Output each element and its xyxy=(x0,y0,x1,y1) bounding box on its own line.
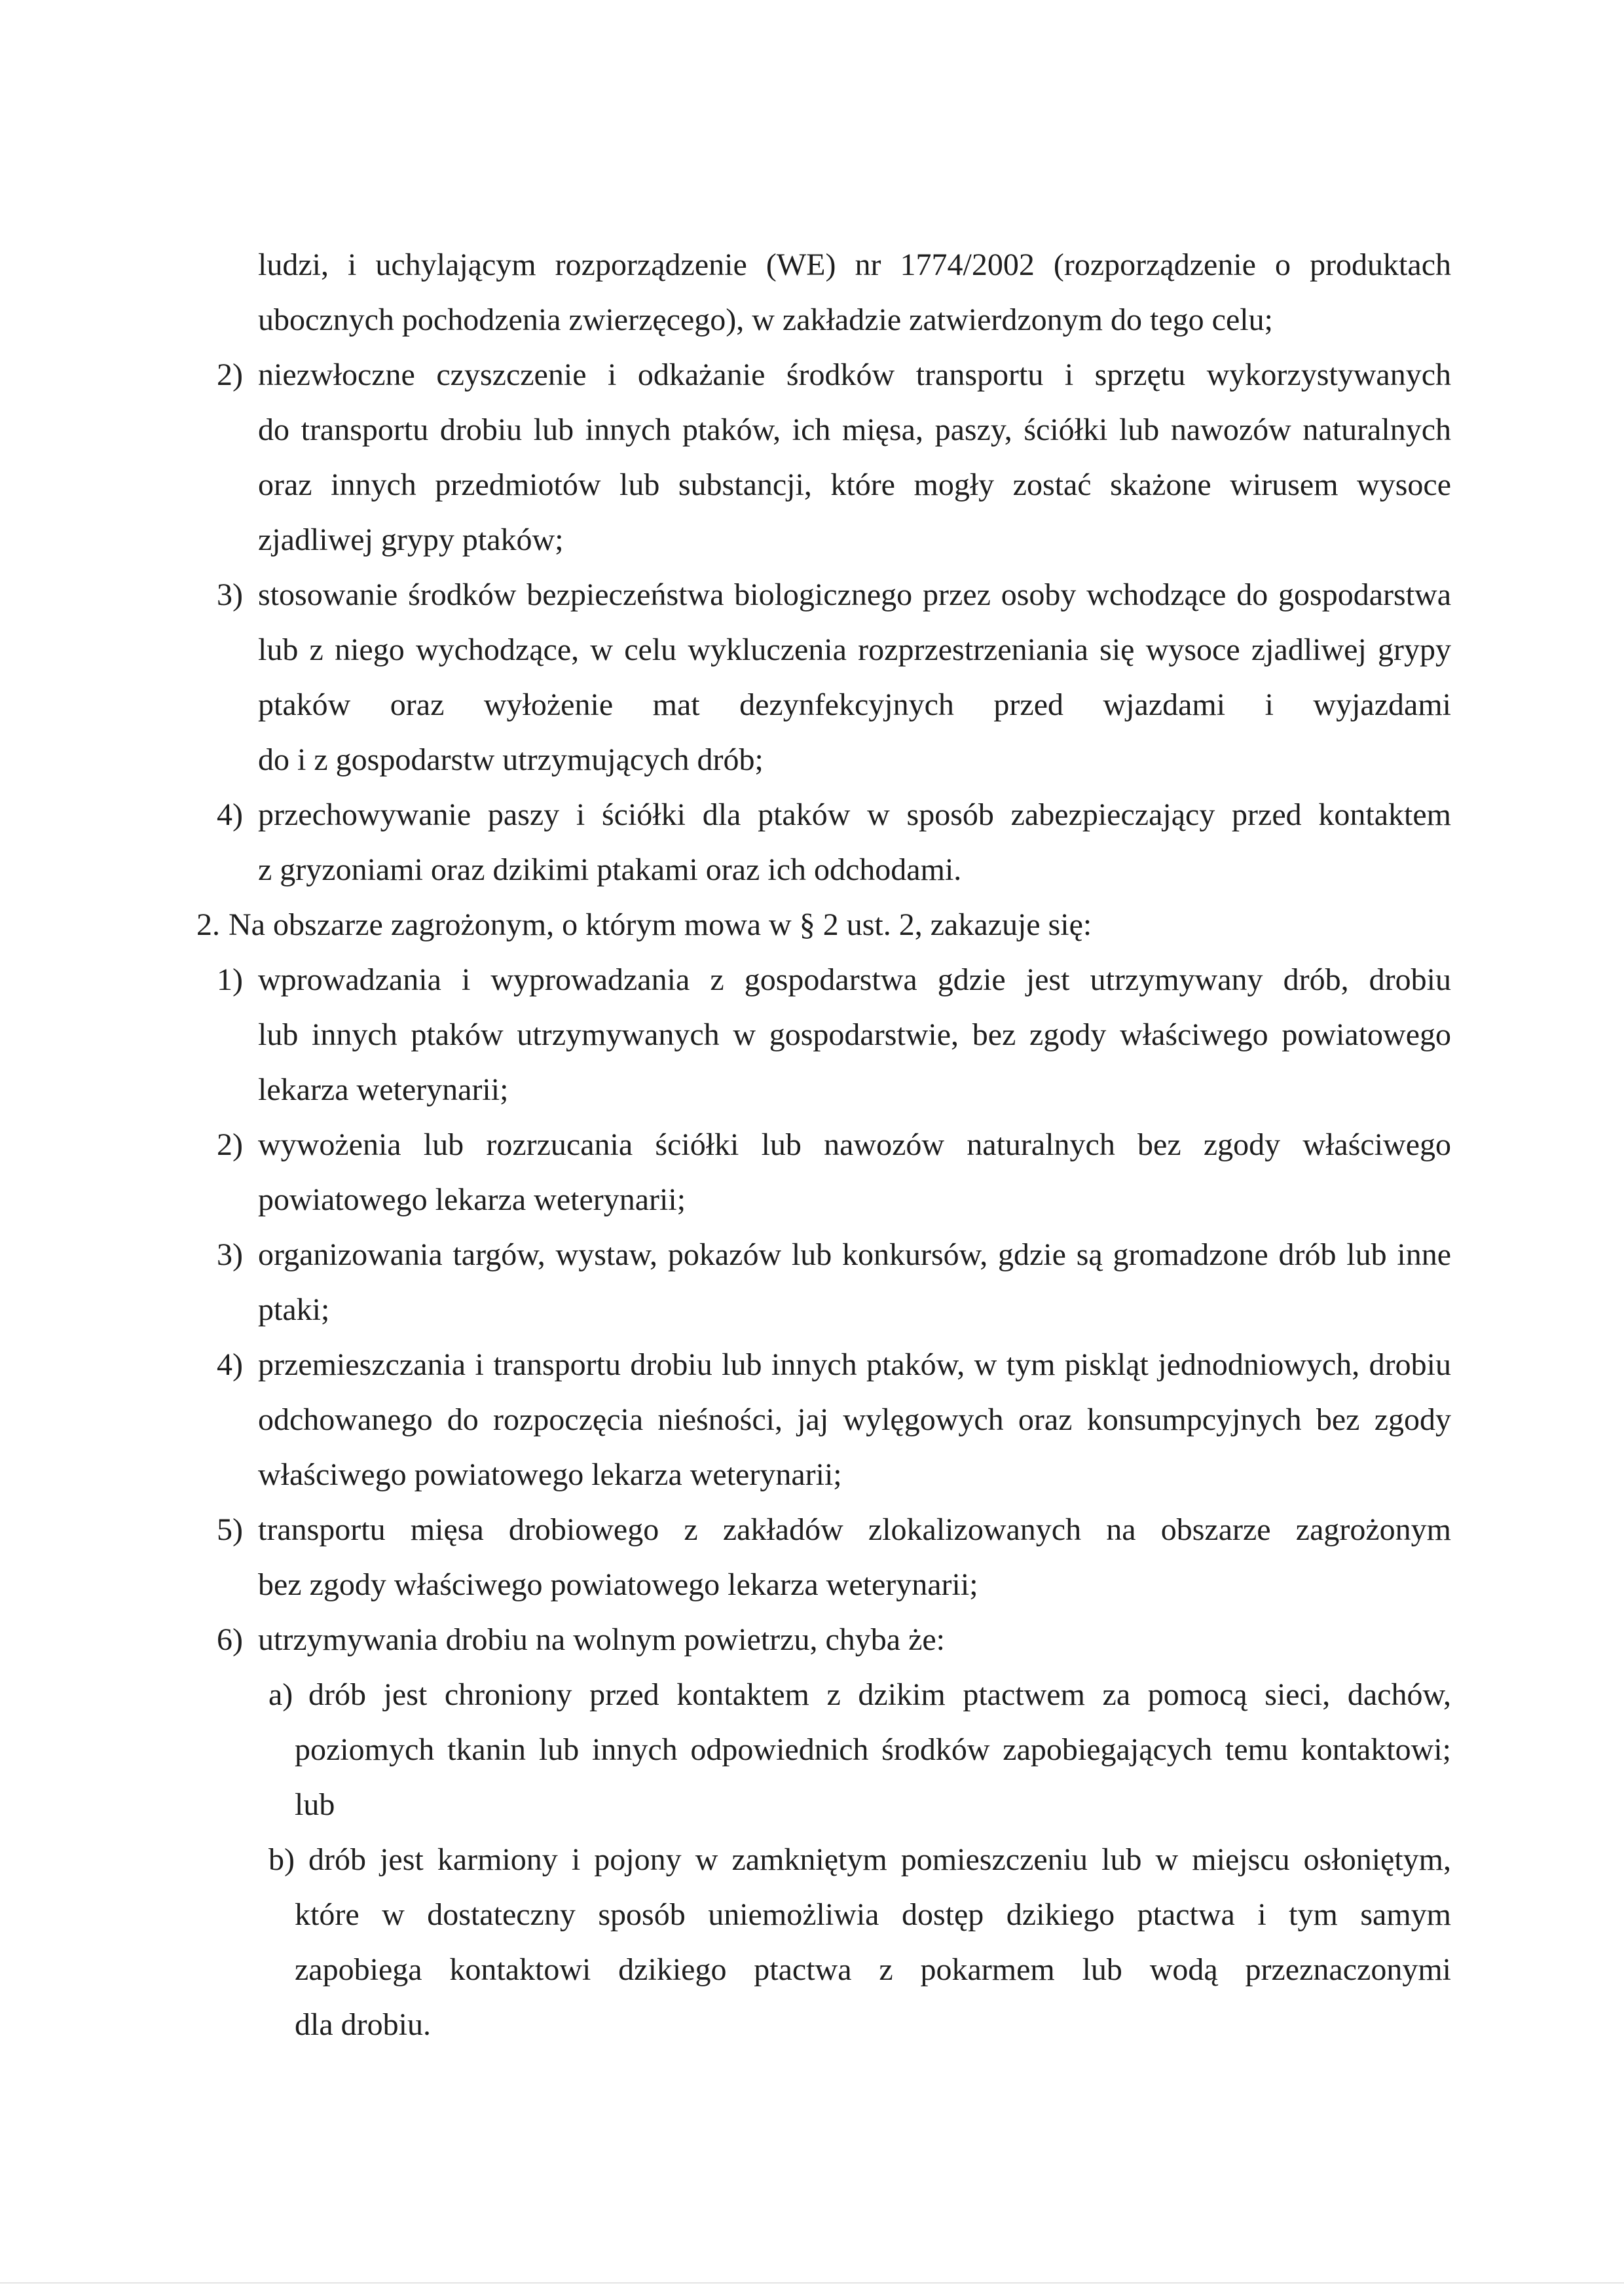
text-line: stosowanie środków bezpieczeństwa biologicznego przez osoby wchodzące do gospodarstwa xyxy=(258,577,1451,612)
section-heading-text: Na obszarze zagrożonym, o którym mowa w § 2 ust. 2, zakazuje się: xyxy=(229,907,1092,942)
text-line: ludzi, i uchylającym rozporządzenie (WE) nr 1774/2002 (rozporządzenie o produktach xyxy=(258,247,1451,282)
list-item-number: 2) xyxy=(217,1127,243,1162)
scan-edge-line xyxy=(0,2282,1624,2284)
intro-paragraph xyxy=(0,238,1624,348)
list-item-first-line xyxy=(217,1118,1451,1173)
text-line: oraz innych przedmiotów lub substancji, które mogły zostać skażone wirusem wysoce xyxy=(258,467,1451,502)
list-item-number: 3) xyxy=(217,577,243,612)
list-item-first-line xyxy=(217,1503,1451,1558)
list-item-first-line xyxy=(217,1228,1451,1283)
text-line: wywożenia lub rozrzucania ściółki lub nawozów naturalnych bez zgody właściwego xyxy=(258,1127,1451,1162)
list-item xyxy=(0,953,1624,1118)
list-item xyxy=(0,1503,1624,1613)
list-item-first-line xyxy=(217,1613,1451,1667)
text-line: odchowanego do rozpoczęcia nieśności, jaj wylęgowych oraz konsumpcyjnych bez zgody xyxy=(258,1402,1451,1437)
list-item xyxy=(0,1613,1624,2052)
text-line: ptaków oraz wyłożenie mat dezynfekcyjnych przed wjazdami i wyjazdami xyxy=(258,687,1451,722)
list-item-number: 2) xyxy=(217,357,243,392)
list-item-first-line xyxy=(217,568,1451,623)
list-item-first-line xyxy=(217,348,1451,403)
list-item xyxy=(0,788,1624,898)
text-line: powiatowego lekarza weterynarii; xyxy=(258,1182,686,1217)
text-line: poziomych tkanin lub innych odpowiednich środków zapobiegających temu kontaktowi; xyxy=(295,1732,1451,1767)
text-line: które w dostateczny sposób uniemożliwia dostęp dzikiego ptactwa i tym samym xyxy=(295,1897,1451,1932)
list-item xyxy=(0,348,1624,568)
section-heading xyxy=(196,898,1451,953)
text-line: do i z gospodarstw utrzymujących drób; xyxy=(258,742,764,777)
list-item-first-line xyxy=(217,1338,1451,1393)
text-line: przechowywanie paszy i ściółki dla ptaków w sposób zabezpieczający przed kontaktem xyxy=(258,797,1451,832)
text-line: zjadliwej grypy ptaków; xyxy=(258,522,564,557)
text-line: ptaki; xyxy=(258,1292,330,1327)
text-line: wprowadzania i wyprowadzania z gospodarstwa gdzie jest utrzymywany drób, drobiu xyxy=(258,962,1451,997)
list-item-number: 3) xyxy=(217,1237,243,1272)
list-item xyxy=(0,1118,1624,1228)
text-line: ubocznych pochodzenia zwierzęcego), w zakładzie zatwierdzonym do tego celu; xyxy=(258,302,1273,337)
list-item-first-line xyxy=(217,953,1451,1008)
list-item xyxy=(0,568,1624,788)
sub-list-item xyxy=(0,1667,1624,1832)
text-line: dla drobiu. xyxy=(295,2007,431,2042)
section-number: 2. xyxy=(196,907,220,942)
document-body xyxy=(0,238,1624,2052)
text-line: właściwego powiatowego lekarza weterynarii; xyxy=(258,1457,842,1492)
text-line: do transportu drobiu lub innych ptaków, ich mięsa, paszy, ściółki lub nawozów naturalnych xyxy=(258,412,1451,447)
text-line: utrzymywania drobiu na wolnym powietrzu, chyba że: xyxy=(258,1622,946,1657)
text-line: przemieszczania i transportu drobiu lub innych ptaków, w tym piskląt jednodniowych, drobiu xyxy=(258,1347,1451,1382)
sub-item-letter: a) xyxy=(268,1677,293,1712)
text-line: bez zgody właściwego powiatowego lekarza weterynarii; xyxy=(258,1567,978,1602)
text-line: drób jest chroniony przed kontaktem z dzikim ptactwem za pomocą sieci, dachów, xyxy=(308,1677,1451,1712)
list-item-number: 6) xyxy=(217,1622,243,1657)
text-line: lub z niego wychodzące, w celu wykluczenia rozprzestrzeniania się wysoce zjadliwej grypy xyxy=(258,632,1451,667)
list-item-number: 4) xyxy=(217,1347,243,1382)
sub-item-letter: b) xyxy=(268,1842,295,1877)
list-item-number: 5) xyxy=(217,1512,243,1547)
sub-list-item xyxy=(0,1832,1624,2052)
list-item xyxy=(0,1228,1624,1338)
text-line: lub innych ptaków utrzymywanych w gospodarstwie, bez zgody właściwego powiatowego xyxy=(258,1017,1451,1052)
text-line: drób jest karmiony i pojony w zamkniętym pomieszczeniu lub w miejscu osłoniętym, xyxy=(308,1842,1451,1877)
list-item-number: 1) xyxy=(217,962,243,997)
text-line: transportu mięsa drobiowego z zakładów zlokalizowanych na obszarze zagrożonym xyxy=(258,1512,1451,1547)
sub-item-first-line xyxy=(268,1832,1451,1887)
text-line: niezwłoczne czyszczenie i odkażanie środków transportu i sprzętu wykorzystywanych xyxy=(258,357,1451,392)
section-2 xyxy=(0,898,1624,2052)
text-line: zapobiega kontaktowi dzikiego ptactwa z pokarmem lub wodą przeznaczonymi xyxy=(295,1952,1451,1987)
list-item xyxy=(0,1338,1624,1503)
text-line: lub xyxy=(295,1787,335,1822)
text-line: lekarza weterynarii; xyxy=(258,1072,509,1107)
text-line: organizowania targów, wystaw, pokazów lub konkursów, gdzie są gromadzone drób lub inne xyxy=(258,1237,1451,1272)
text-line: z gryzoniami oraz dzikimi ptakami oraz ich odchodami. xyxy=(258,852,962,887)
list-item-number: 4) xyxy=(217,797,243,832)
sub-item-first-line xyxy=(268,1667,1451,1722)
list-item-first-line xyxy=(217,788,1451,843)
